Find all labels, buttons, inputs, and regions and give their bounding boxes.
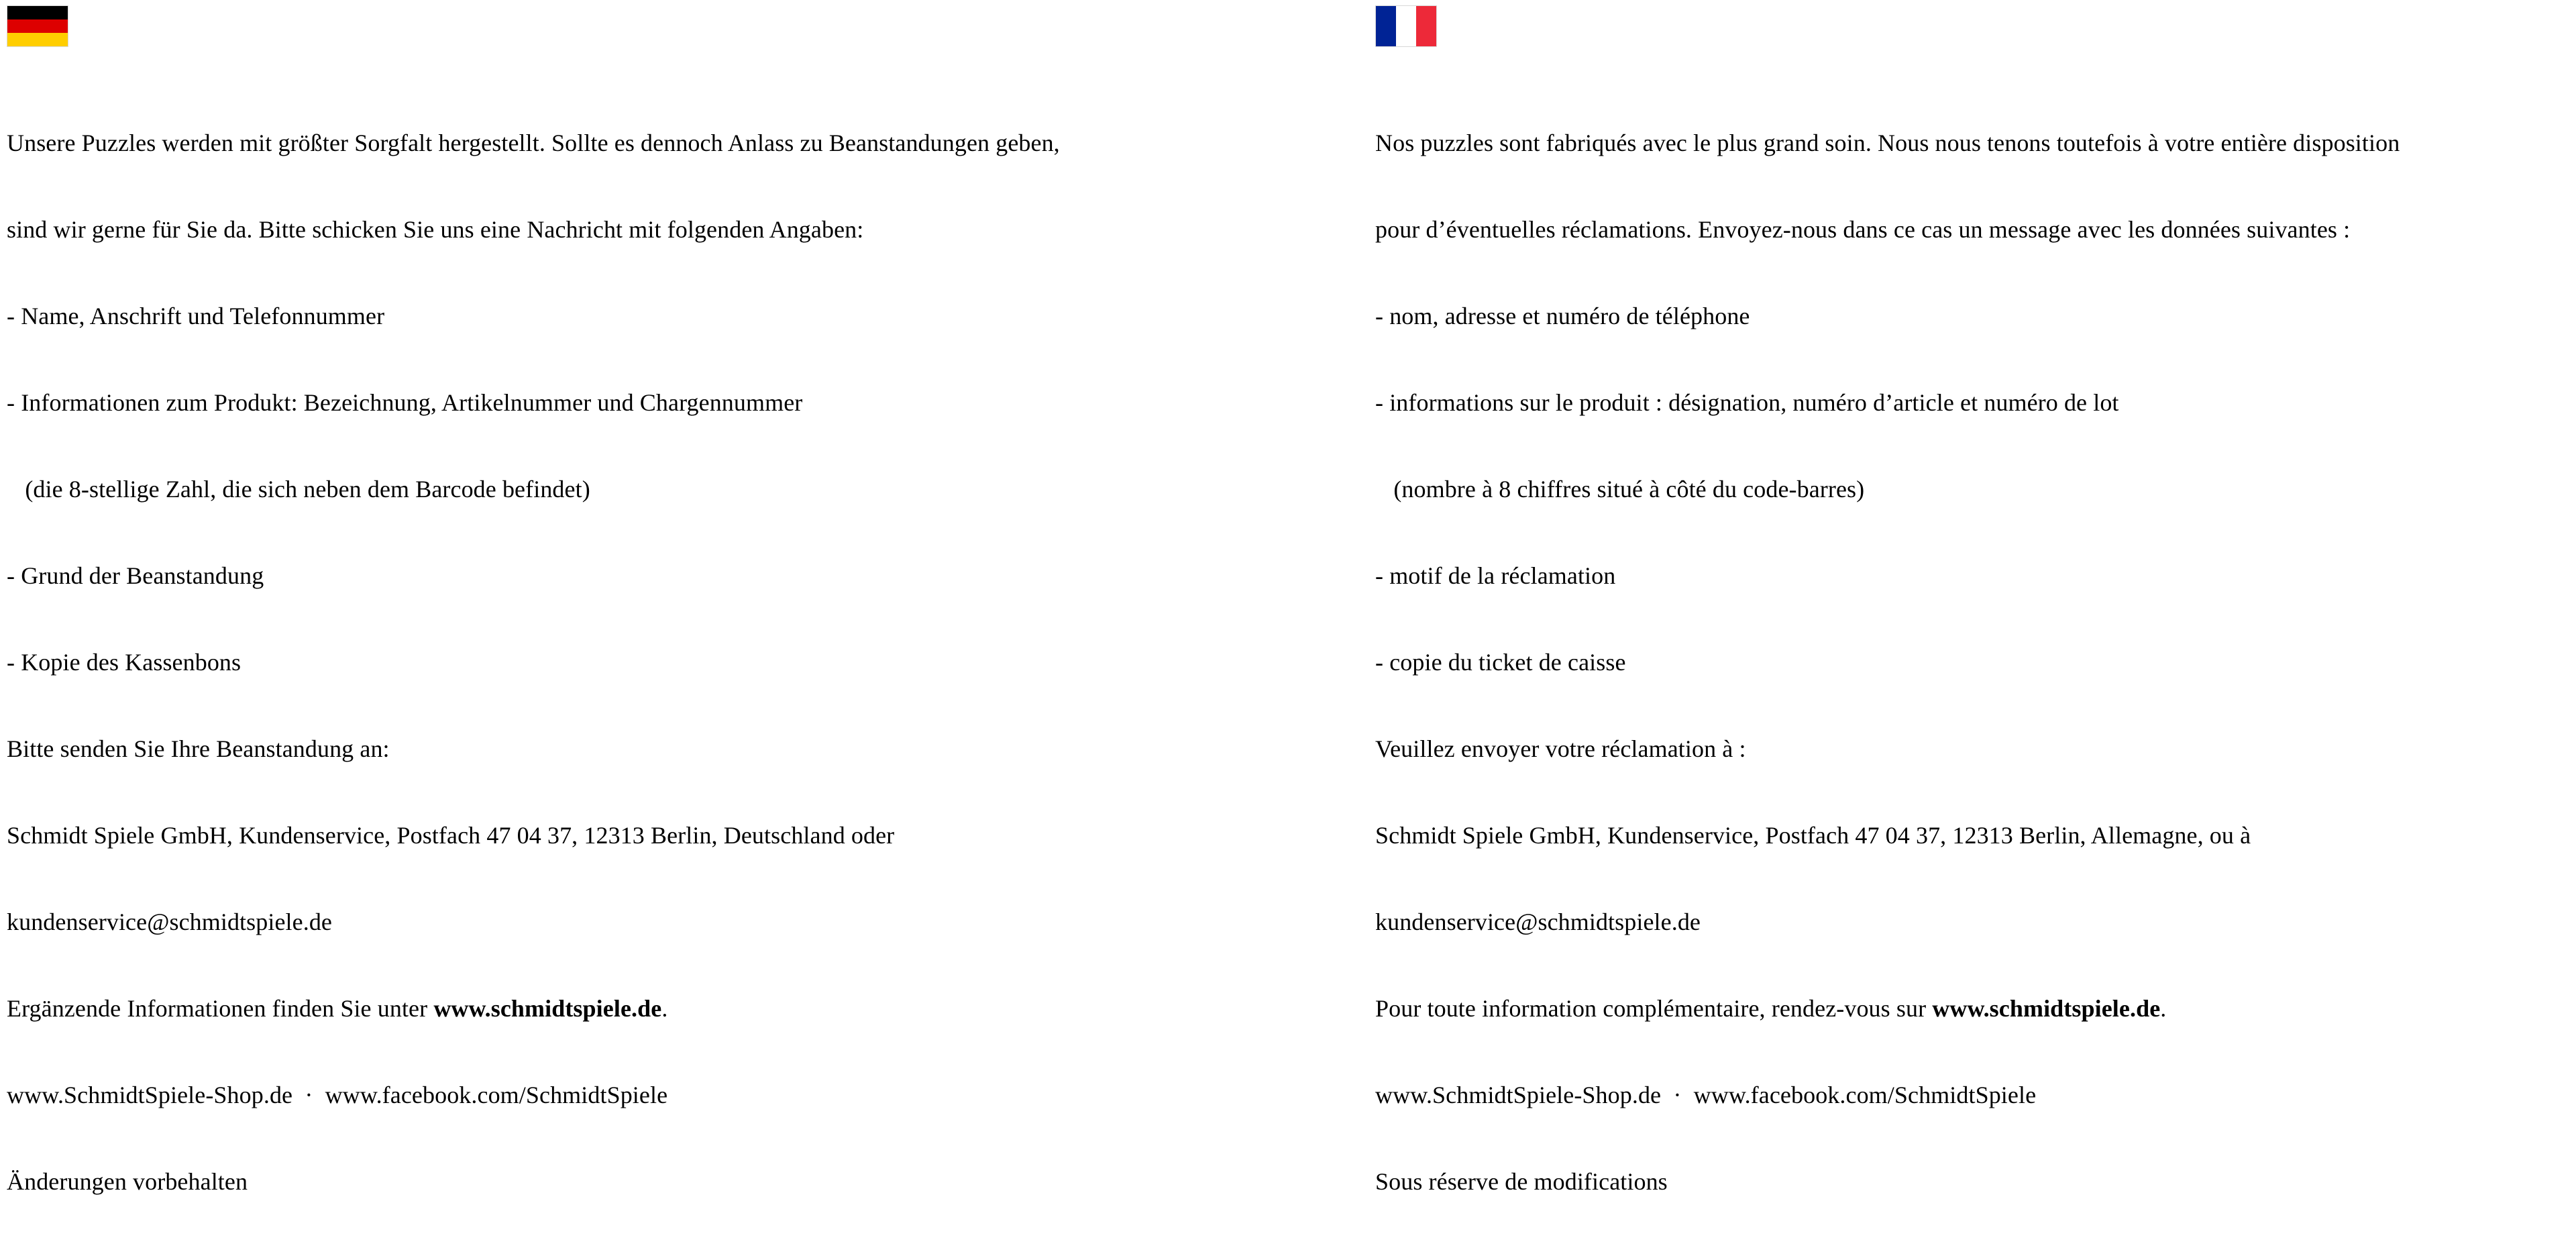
email-line: kundenservice@schmidtspiele.de: [1375, 908, 1701, 935]
text-line: - nom, adresse et numéro de téléphone: [1375, 303, 1750, 329]
flag-germany-icon: [7, 5, 68, 47]
text-line: - Name, Anschrift und Telefonnummer: [7, 303, 385, 329]
text-line: (nombre à 8 chiffres situé à côté du code-barres): [1375, 476, 1865, 503]
website-reference-suffix: .: [661, 995, 668, 1022]
website-reference-line: [7, 994, 1342, 1023]
text-line: - copie du ticket de caisse: [1375, 649, 1626, 676]
text-line: Schmidt Spiele GmbH, Kundenservice, Postfach 47 04 37, 12313 Berlin, Allemagne, ou à: [1375, 822, 2251, 849]
text-line: Bitte senden Sie Ihre Beanstandung an:: [7, 735, 390, 762]
website-url: www.schmidtspiele.de: [433, 995, 662, 1022]
website-reference-suffix: .: [2160, 995, 2167, 1022]
french-text-block: [1368, 71, 2569, 1254]
text-line: - Kopie des Kassenbons: [7, 649, 241, 676]
flag-france-icon: [1375, 5, 1437, 47]
text-line: Schmidt Spiele GmbH, Kundenservice, Postfach 47 04 37, 12313 Berlin, Deutschland oder: [7, 822, 895, 849]
footer-links-line: www.SchmidtSpiele-Shop.de · www.facebook.com/SchmidtSpiele: [1375, 1082, 2037, 1108]
email-line: kundenservice@schmidtspiele.de: [7, 908, 333, 935]
text-line: sind wir gerne für Sie da. Bitte schicken Sie uns eine Nachricht mit folgenden Angaben:: [7, 216, 864, 243]
text-line: (die 8-stellige Zahl, die sich neben dem Barcode befindet): [7, 476, 590, 503]
disclaimer-line: Sous réserve de modifications: [1375, 1168, 1668, 1195]
text-line: - motif de la réclamation: [1375, 562, 1616, 589]
website-reference-line: [1375, 994, 2569, 1023]
language-column-french: [1368, 0, 2569, 1254]
german-text-block: [0, 71, 1342, 1254]
text-line: pour d’éventuelles réclamations. Envoyez-nous dans ce cas un message avec les données suivantes :: [1375, 216, 2351, 243]
text-line: Veuillez envoyer votre réclamation à :: [1375, 735, 1746, 762]
text-line: Unsere Puzzles werden mit größter Sorgfalt hergestellt. Sollte es dennoch Anlass zu Beanstandungen geben,: [7, 129, 1060, 156]
text-line: - Informationen zum Produkt: Bezeichnung, Artikelnummer und Chargennummer: [7, 389, 803, 416]
website-reference-prefix: Pour toute information complémentaire, rendez-vous sur: [1375, 995, 1933, 1022]
text-line: Nos puzzles sont fabriqués avec le plus grand soin. Nous nous tenons toutefois à votre entière disposition: [1375, 129, 2400, 156]
website-reference-prefix: Ergänzende Informationen finden Sie unter: [7, 995, 434, 1022]
disclaimer-line: Änderungen vorbehalten: [7, 1168, 248, 1195]
website-url: www.schmidtspiele.de: [1932, 995, 2161, 1022]
text-line: - informations sur le produit : désignation, numéro d’article et numéro de lot: [1375, 389, 2119, 416]
text-line: - Grund der Beanstandung: [7, 562, 264, 589]
footer-links-line: www.SchmidtSpiele-Shop.de · www.facebook.com/SchmidtSpiele: [7, 1082, 668, 1108]
